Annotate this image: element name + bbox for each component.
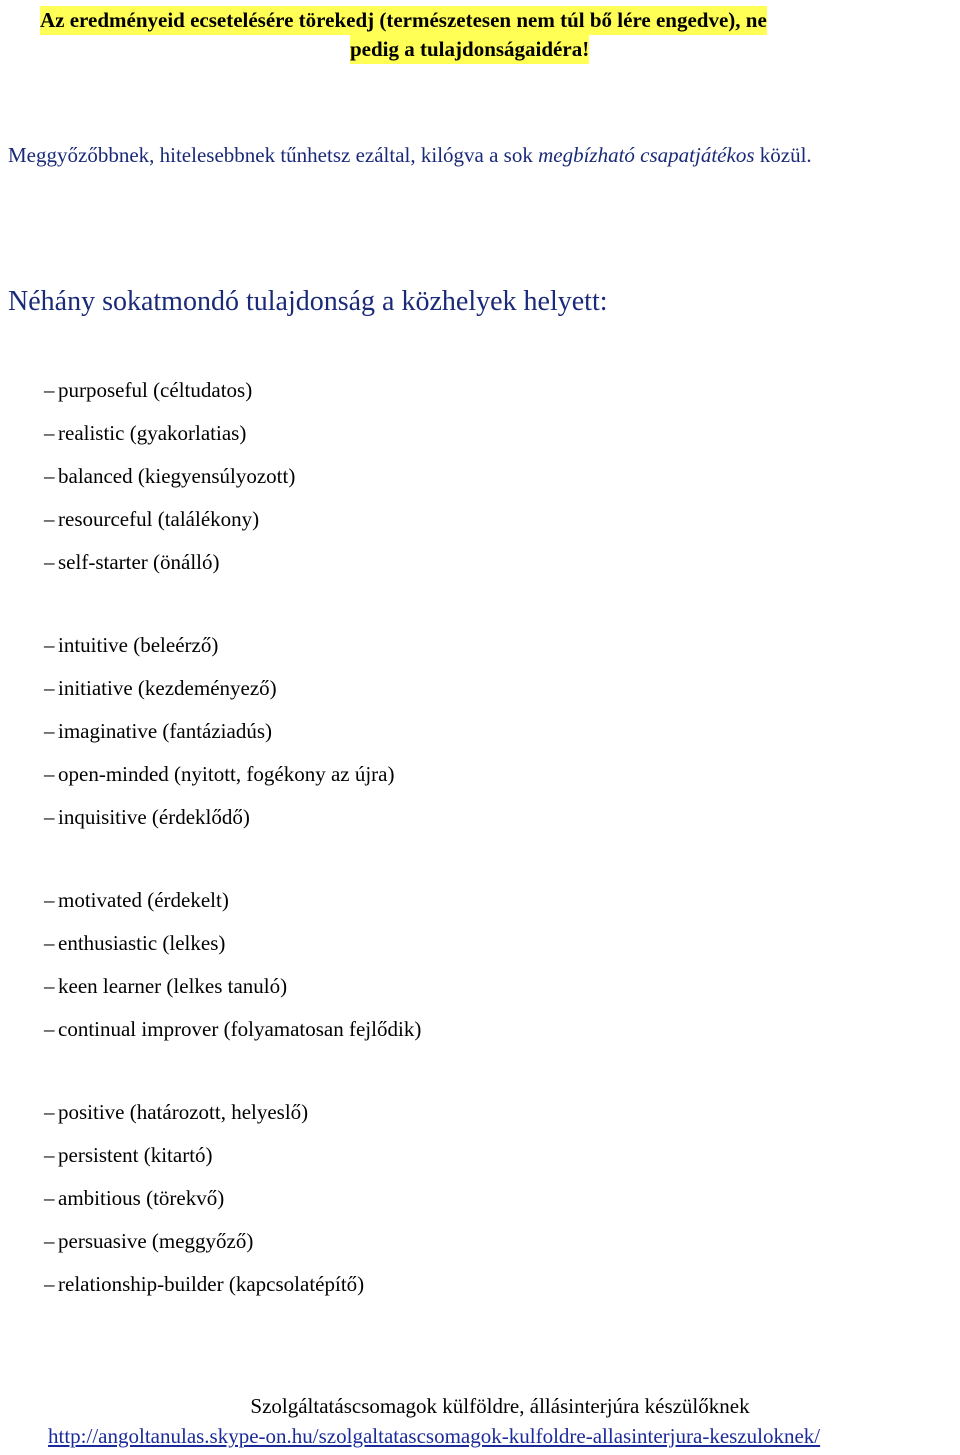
highlighted-advice-line-1: Az eredményeid ecsetelésére törekedj (természetesen nem túl bő lére engedve), ne <box>40 6 767 35</box>
trait-item: – initiative (kezdeményező) <box>44 667 394 710</box>
intro-paragraph: Meggyőzőbbnek, hitelesebbnek tűnhetsz ezáltal, kilógva a sok megbízható csapatjátékos közül. <box>8 143 812 167</box>
trait-item: – purposeful (céltudatos) <box>44 369 295 412</box>
trait-item: – intuitive (beleérző) <box>44 624 394 667</box>
dash-bullet: – <box>44 719 55 743</box>
dash-bullet: – <box>44 974 55 998</box>
dash-bullet: – <box>44 1017 55 1041</box>
dash-bullet: – <box>44 550 55 574</box>
dash-bullet: – <box>44 633 55 657</box>
dash-bullet: – <box>44 1229 55 1253</box>
footer-link[interactable]: http://angoltanulas.skype-on.hu/szolgaltatascsomagok-kulfoldre-allasinterjura-keszuloknek/ <box>48 1424 821 1448</box>
trait-item: – self-starter (önálló) <box>44 541 295 584</box>
trait-item: – imaginative (fantáziadús) <box>44 710 394 753</box>
dash-bullet: – <box>44 1186 55 1210</box>
trait-item: – inquisitive (érdeklődő) <box>44 796 394 839</box>
dash-bullet: – <box>44 888 55 912</box>
trait-item: – relationship-builder (kapcsolatépítő) <box>44 1263 364 1306</box>
trait-item: – motivated (érdekelt) <box>44 879 421 922</box>
trait-group-1 <box>44 369 295 584</box>
trait-group-2 <box>44 624 394 839</box>
trait-item: – persistent (kitartó) <box>44 1134 364 1177</box>
dash-bullet: – <box>44 421 55 445</box>
trait-item: – realistic (gyakorlatias) <box>44 412 295 455</box>
dash-bullet: – <box>44 805 55 829</box>
dash-bullet: – <box>44 378 55 402</box>
trait-item: – ambitious (törekvő) <box>44 1177 364 1220</box>
dash-bullet: – <box>44 1143 55 1167</box>
trait-item: – continual improver (folyamatosan fejlődik) <box>44 1008 421 1051</box>
trait-item: – keen learner (lelkes tanuló) <box>44 965 421 1008</box>
section-heading: Néhány sokatmondó tulajdonság a közhelyek helyett: <box>8 286 608 317</box>
dash-bullet: – <box>44 464 55 488</box>
highlighted-advice-line-2: pedig a tulajdonságaidéra! <box>350 35 589 64</box>
dash-bullet: – <box>44 1272 55 1296</box>
dash-bullet: – <box>44 507 55 531</box>
dash-bullet: – <box>44 1100 55 1124</box>
trait-item: – positive (határozott, helyeslő) <box>44 1091 364 1134</box>
trait-group-3 <box>44 879 421 1051</box>
dash-bullet: – <box>44 762 55 786</box>
trait-item: – open-minded (nyitott, fogékony az újra) <box>44 753 394 796</box>
dash-bullet: – <box>44 931 55 955</box>
trait-item: – persuasive (meggyőző) <box>44 1220 364 1263</box>
trait-item: – balanced (kiegyensúlyozott) <box>44 455 295 498</box>
trait-group-4 <box>44 1091 364 1306</box>
trait-item: – resourceful (találékony) <box>44 498 295 541</box>
footer-title: Szolgáltatáscsomagok külföldre, állásinterjúra készülőknek <box>250 1394 750 1418</box>
intro-emphasis: megbízható csapatjátékos <box>538 143 755 167</box>
dash-bullet: – <box>44 676 55 700</box>
trait-item: – enthusiastic (lelkes) <box>44 922 421 965</box>
